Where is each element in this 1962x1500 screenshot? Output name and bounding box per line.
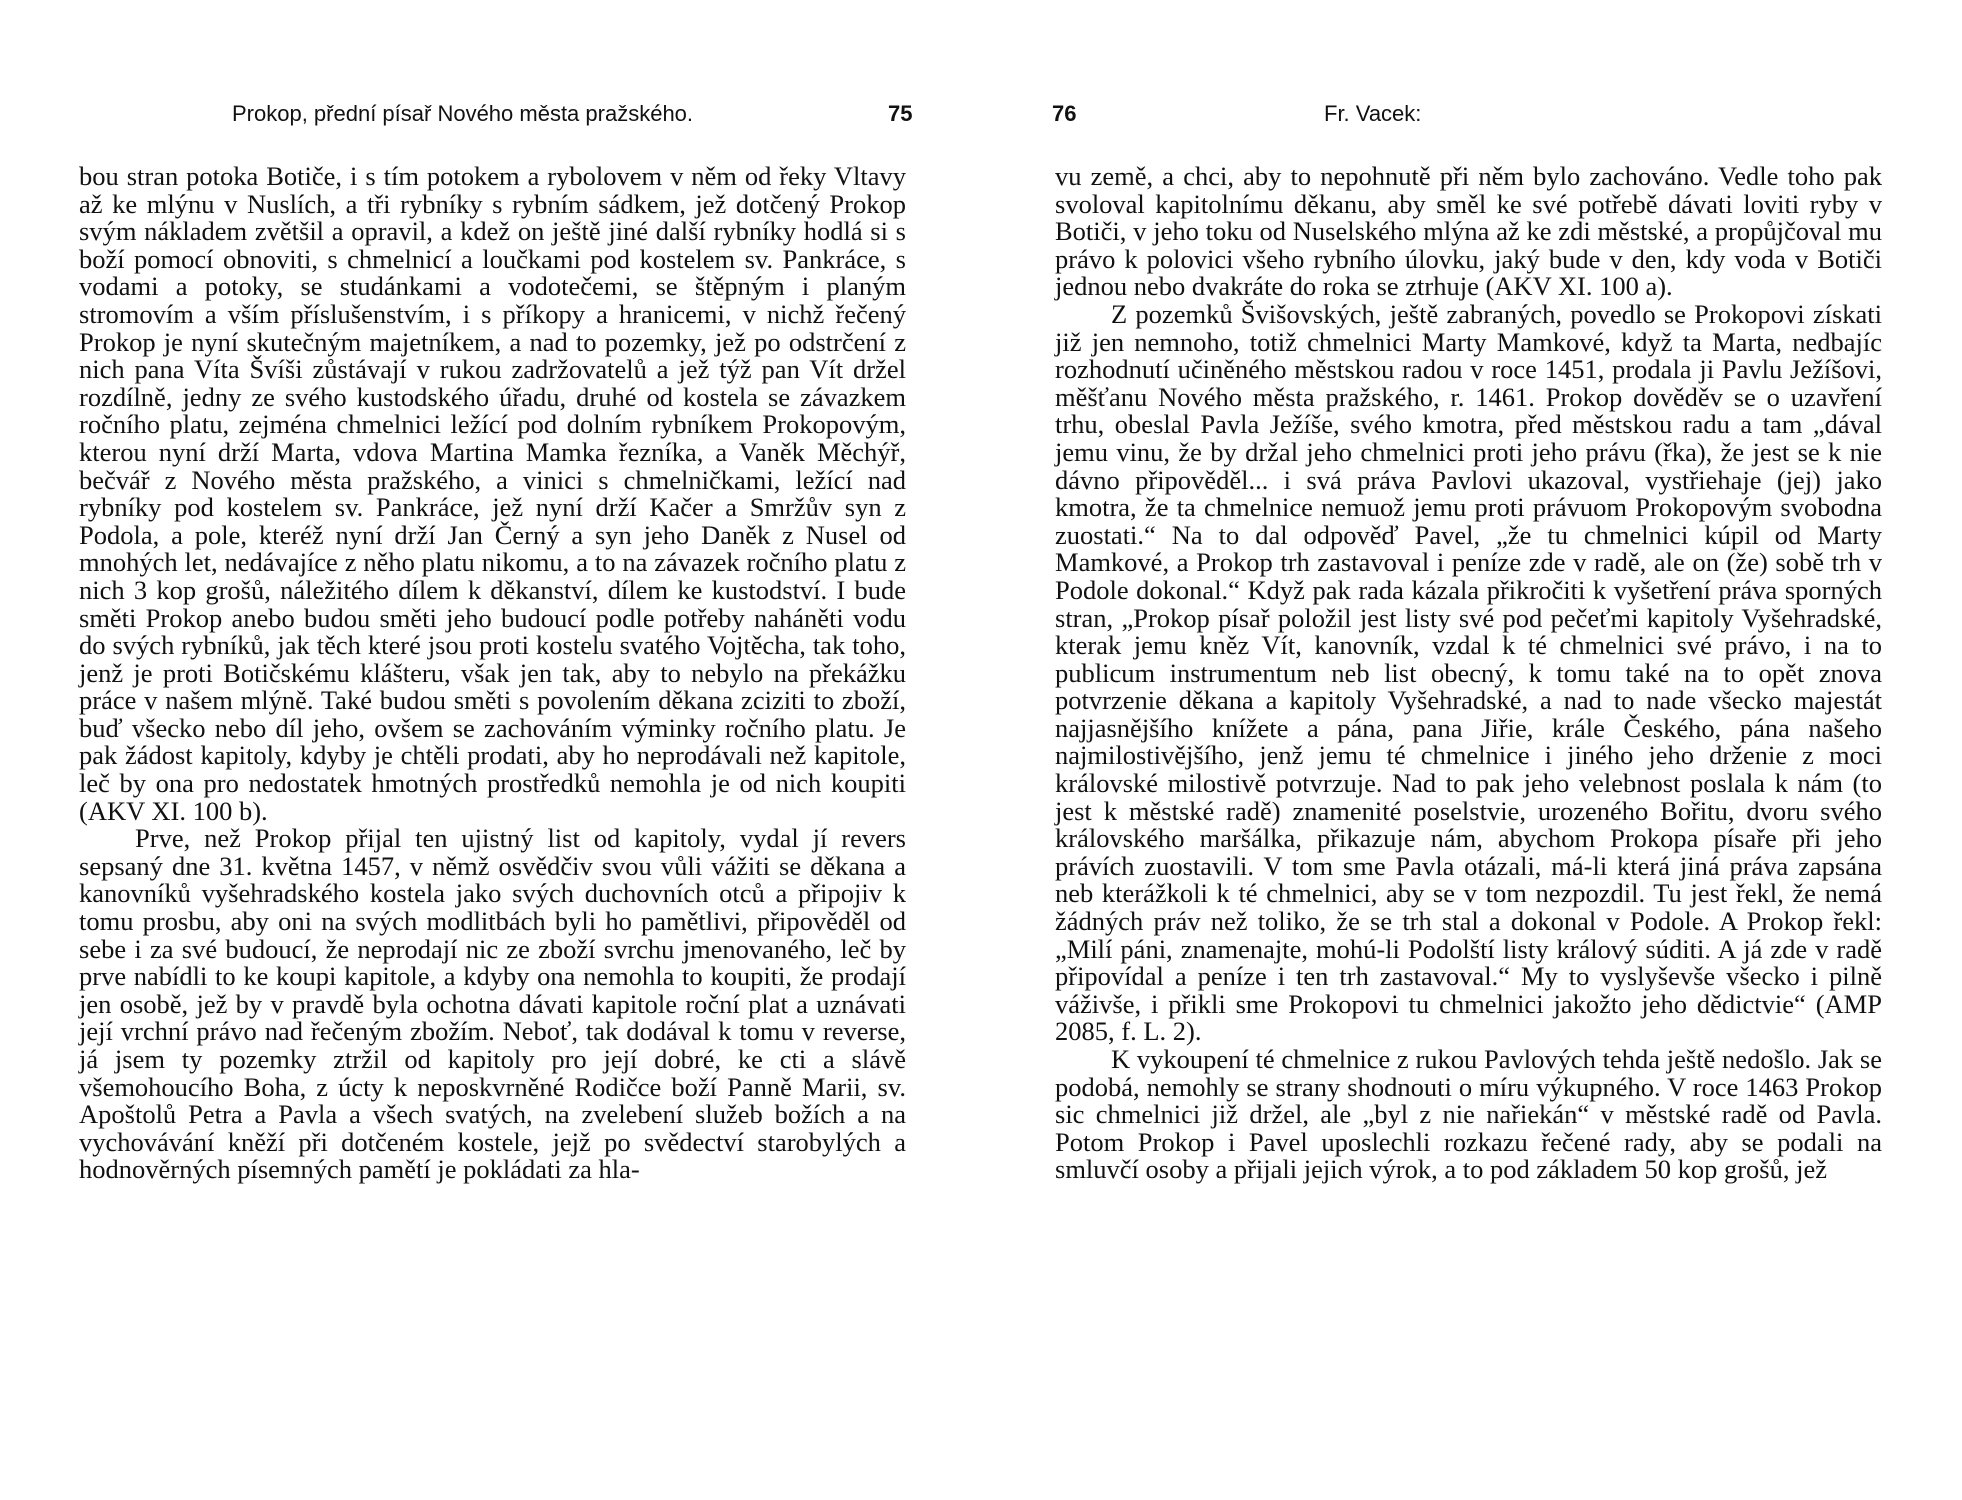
page-number: 76 [1052, 101, 1077, 126]
body-text [1055, 163, 1882, 1184]
paragraph: Z pozemků Švišovských, ještě zabraných, povedlo se Prokopovi získati již jen nemnoho, totiž chmelnici Marty Mamkové, když ta Marta, nedbajíc rozhodnutí učiněného městskou radou v roce 1451, prodala ji Pavlu Ježíšovi, měšťanu Nového města pražského, r. 1461. Prokop dověděv se o uzavření trhu, obeslal Pavla Ježíše, svého kmotra, před městskou radu a tam „dával jemu vinu, že by držal jeho chmelnici proti jeho právu (řka), že jest se k nie dávno připověděl... i svá práva Pavlovi ukazoval, vystřiehaje (jej) jako kmotra, že ta chmelnice nemuož jemu proti právuom Prokopovým svobodna zuostati.“ Na to dal odpověď Pavel, „že tu chmelnici kúpil od Marty Mamkové, a Prokop trh zastavoval i peníze zde v radě, ale on (že) sobě trh v Podole dokonal.“ Když pak rada kázala přikročiti k vyšetření práva sporných stran, „Prokop písař položil jest listy své pod pečeťmi kapitoly Vyšehradské, kterak jemu kněz Vít, kanovník, vzdal k té chmelnici své právo, i na to publicum instrumentum neb list obecný, k tomu také na to opět znova potvrzenie děkana a kapitoly Vyšehradské, a nad to nade všecko majestát najjasnějšího knížete a pána, pana Jiřie, krále Českého, pána našeho najmilostivějšího, jenž jemu té chmelnice i jiného jeho drženie z moci královské milostivě potvrzuje. Nad to pak jeho velebnost poslala k nám (to jest k městské radě) znamenité poselstvie, urozeného Bořitu, dvoru svého královského maršálka, přikazuje nám, abychom Prokopa písaře při jeho právích zuostavili. V tom sme Pavla otázali, má-li která jiná práva zapsána neb kterážkoli k té chmelnici, aby se v tom nezpozdil. Tu jest řekl, že nemá žádných práv než toliko, že se trh stal a dokonal v Podole. A Prokop řekl: „Milí páni, znamenajte, mohú-li Podolští listy králový súditi. A já zde v radě připovídal a peníze i ten trh zastavoval.“ My to vyslyševše všecko i pilně váživše, i přikli sme Prokopovi tu chmelnici jakožto jeho dědictvie“ (AMP 2085, f. L. 2). [1055, 298, 1882, 1047]
paragraph: bou stran potoka Botiče, i s tím potokem a rybolovem v něm od řeky Vltavy až ke mlýnu v Nuslích, a tři rybníky s rybním sádkem, jež dotčený Prokop svým nákladem zvětšil a opravil, a kdež on ještě jiné další rybníky hodlá si s boží pomocí obnoviti, s chmelnicí a loučkami pod kostelem sv. Pankráce, s vodami a potoky, se studánkami a vodotečemi, se štěpným i planým stromovím a vším příslušenstvím, i s příkopy a hranicemi, v nichž řečený Prokop je nyní skutečným majetníkem, a nad to pozemky, jež po odstrčení z nich pana Víta Švíši zůstávají v rukou zadržovatelů a jež týž pan Vít držel rozdílně, jedny ze svého kustodského úřadu, druhé od kostela se závazkem ročního platu, zejména chmelnici ležící pod dolním rybníkem Prokopovým, kterou nyní drží Marta, vdova Martina Mamka řezníka, a Vaněk Měchýř, bečvář z Nového města pražského, a vinici s chmelničkami, ležící nad rybníky pod kostelem sv. Pankráce, jež nyní drží Kačer a Smržův syn z Podola, a pole, kteréž nyní drží Jan Černý a syn jeho Daněk z Nusel od mnohých let, nedávajíce z něho platu nikomu, a to na závazek ročního platu z nich 3 kop grošů, náležitého dílem k děkanství, dílem ke kustodství. I bude směti Prokop anebo budou směti jeho budoucí podle potřeby naháněti vodu do svých rybníků, jak těch které jsou proti kostelu svatého Vojtěcha, tak toho, jenž je proti Botičskému klášteru, však jen tak, aby to nebylo na překážku práce v našem mlýně. Také budou směti s povolením děkana zciziti to zboží, buď všecko nebo díl jeho, ovšem se zachováním výminky ročního platu. Je pak žádost kapitoly, kdyby je chtěli prodati, aby ho neprodávali než kapitole, leč by ona pro nedostatek hmotných prostředků nemohla je od nich koupiti (AKV XI. 100 b). [79, 161, 906, 826]
right-page [981, 0, 1962, 1500]
page-number: 75 [888, 101, 913, 126]
paragraph: K vykoupení té chmelnice z rukou Pavlových tehda ještě nedošlo. Jak se podobá, nemohly se strany shodnouti o míru výkupného. V roce 1463 Prokop sic chmelnici již držel, ale „byl z nie nařiekán“ v městské radě od Pavla. Potom Prokop i Pavel uposlechli rozkazu řečené rady, aby se podali na smluvčí osoby a přijali jejich výrok, a to pod základem 50 kop grošů, jež [1055, 1044, 1882, 1185]
paragraph: Prve, než Prokop přijal ten ujistný list od kapitoly, vydal jí revers sepsaný dne 31. května 1457, v němž osvědčiv svou vůli vážiti se děkana a kanovníků vyšehradského kostela jako svých duchovních otců a připojiv k tomu prosbu, aby oni na svých modlitbách byli ho pamětlivi, připověděl od sebe i za své budoucí, že neprodají nic ze zboží svrchu jmenovaného, leč by prve nabídli to ke koupi kapitole, a kdyby ona nemohla to koupiti, že prodají jen osobě, jež by v pravdě byla ochotna dávati kapitole roční plat a uznávati její vrchní právo nad řečeným zbožím. Neboť, tak dodával k tomu v reverse, já jsem ty pozemky ztržil od kapitoly pro její dobré, ke cti a slávě všemohoucího Boha, z úcty k neposkvrněné Rodičce boží Panně Marii, sv. Apoštolů Petra a Pavla a všech svatých, na zvelebení služeb božích a na vychovávání kněží při dotčeném kostele, jejž po svědectví starobylých a hodnověrných písemných pamětí je pokládati za hla- [79, 823, 906, 1185]
running-title: Fr. Vacek: [1324, 101, 1422, 126]
body-text [79, 163, 906, 1184]
running-title: Prokop, přední písař Nového města pražského. [232, 101, 694, 126]
paragraph: vu země, a chci, aby to nepohnutě při něm bylo zachováno. Vedle toho pak svoloval kapitolnímu děkanu, aby směl ke své potřebě dávati loviti ryby v Botiči, v jeho toku od Nuselského mlýna až ke zdi městské, a propůjčoval mu právo k polovici všeho rybního úlovku, jaký bude v den, kdy voda v Botiči jednou nebo dvakráte do roka se ztrhuje (AKV XI. 100 a). [1055, 161, 1882, 302]
